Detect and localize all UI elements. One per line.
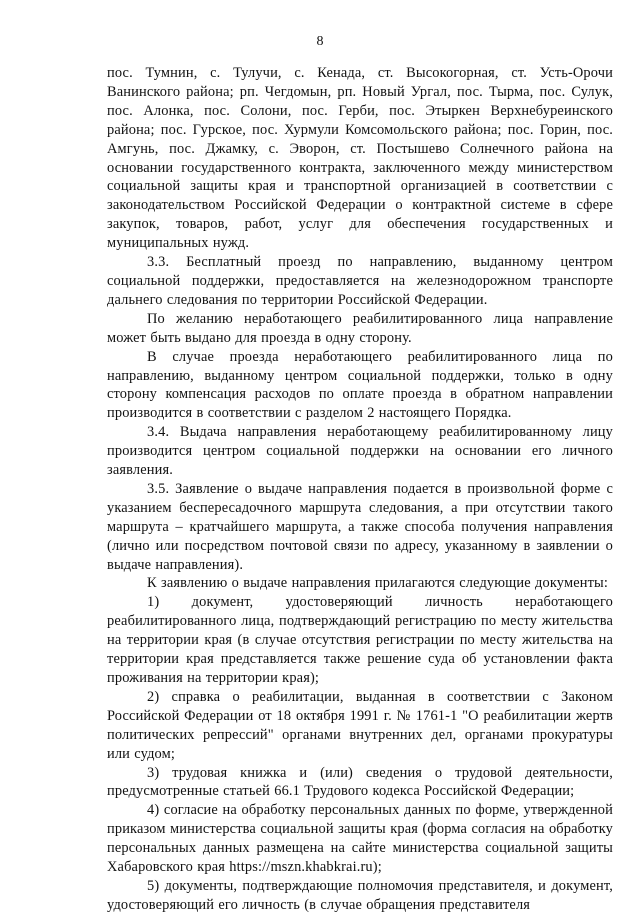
paragraph-one-way-option: По желанию неработающего реабилитированного лица направление может быть выдано для проезда в одну сторону. (107, 310, 613, 346)
paragraph-3-4: 3.4. Выдача направления неработающему реабилитированному лицу производится центром социальной поддержки на основании его личного заявления. (107, 424, 613, 479)
document-body (107, 64, 613, 915)
paragraph-settlements-continuation: пос. Тумнин, с. Тулучи, с. Кенада, ст. Высокогорная, ст. Усть-Орочи Ванинского района; рп. Чегдомын, рп. Новый Ургал, пос. Тырма, пос. Сулук, пос. Алонка, пос. Солони, пос. Герби, пос. Этыркен Верхнебуреинского района; пос. Гурское, пос. Хурмули Комсомольского района; пос. Горин, пос. Амгунь, пос. Джамку, с. Эворон, ст. Постышево Солнечного района на основании государственного контракта, заключенного между министерством социальной защиты края и транспортной организацией в соответствии с законодательством Российской Федерации о контрактной системе в сфере закупок, товаров, работ, услуг для обеспечения государственных и муниципальных нужд. (107, 65, 613, 252)
paragraph-one-way-compensation: В случае проезда неработающего реабилитированного лица по направлению, выданному центром социальной поддержки, только в одну сторону компенсация расходов по оплате проезда в обратном направлении производится в соответствии с разделом 2 настоящего Порядка. (107, 348, 613, 422)
paragraph-3-3: 3.3. Бесплатный проезд по направлению, выданному центром социальной поддержки, предоставляется на железнодорожном транспорте дальнего следования по территории Российской Федерации. (107, 254, 613, 308)
list-item-3-employment-record: 3) трудовая книжка и (или) сведения о трудовой деятельности, предусмотренные статьей 66.1 Трудового кодекса Российской Федерации; (107, 764, 613, 800)
page-number: 8 (316, 34, 324, 49)
list-item-2-rehabilitation-certificate: 2) справка о реабилитации, выданная в соответствии с Законом Российской Федерации от 18 октября 1991 г. № 1761-1 "О реабилитации жертв политических репрессий" органами внутренних дел, органами прокуратуры или судом; (107, 688, 613, 762)
paragraph-3-5: 3.5. Заявление о выдаче направления подается в произвольной форме с указанием беспересадочного маршрута следования, а при отсутствии такого маршрута – кратчайшего маршрута, а также способа получения направления (лично или посредством почтовой связи по адресу, указанному в заявлении о выдаче направления). (107, 480, 613, 573)
list-item-5-representative-documents: 5) документы, подтверждающие полномочия представителя, и документ, удостоверяющий его личность (в случае обращения представителя (107, 877, 613, 913)
paragraph-documents-intro: К заявлению о выдаче направления прилагаются следующие документы: (147, 575, 608, 592)
list-item-4-data-consent: 4) согласие на обработку персональных данных по форме, утвержденной приказом министерства социальной защиты края (форма согласия на обработку персональных данных размещена на сайте министерства социальной защиты Хабаровского края https://mszn.khabkrai.ru); (107, 802, 613, 876)
list-item-1-identity-document: 1) документ, удостоверяющий личность неработающего реабилитированного лица, подтверждающий регистрацию по месту жительства на территории края (в случае отсутствия регистрации по месту жительства на территории края представляется также решение суда об установлении факта проживания на территории края); (107, 594, 613, 686)
